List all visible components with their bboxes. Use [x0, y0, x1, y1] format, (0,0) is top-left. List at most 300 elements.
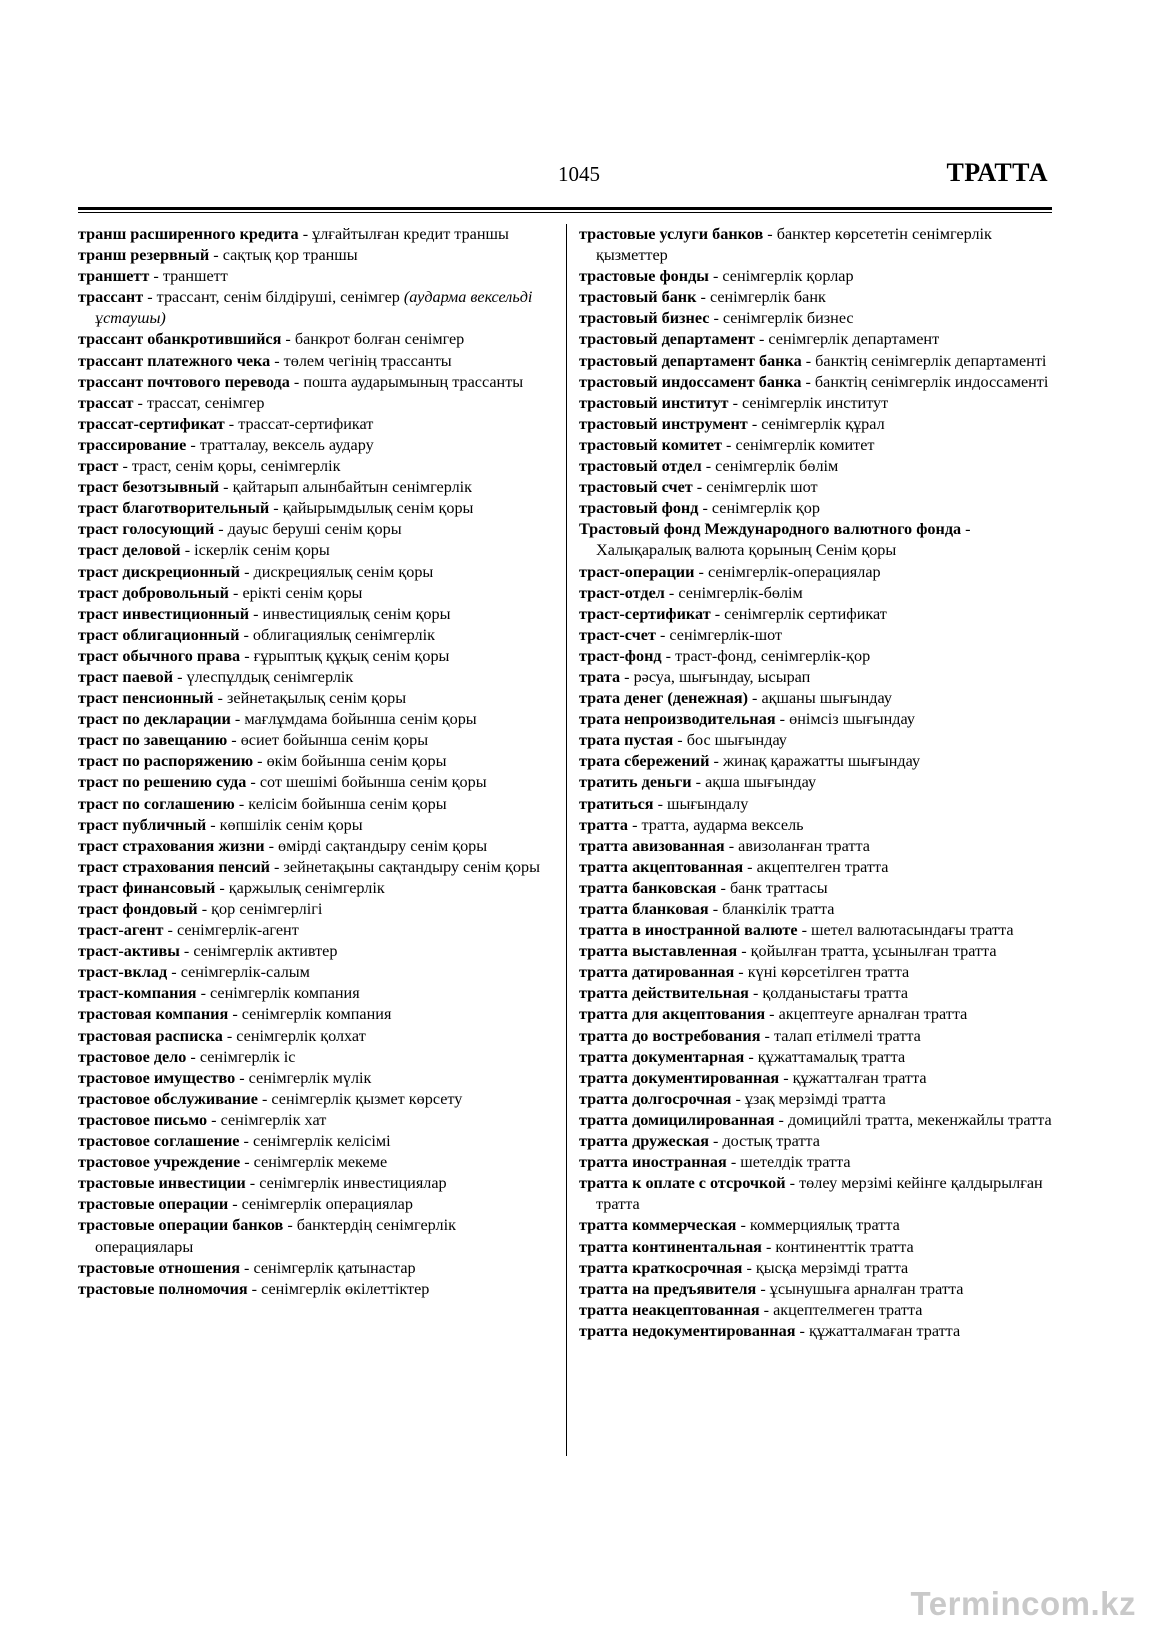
dictionary-entry: трастовые фонды - сенімгерлік қорлар: [579, 267, 854, 286]
entry-definition: талап етілмелі тратта: [773, 1026, 921, 1045]
dictionary-entry: траст фондовый - қор сенімгерлігі: [78, 900, 323, 918]
dictionary-entry: трастовые операции - сенімгерлік операциялар: [78, 1195, 413, 1214]
entry-term: траст-счет: [579, 625, 656, 644]
entry-definition: ұлғайтылған кредит траншы: [312, 225, 509, 243]
entry-term: трастовые инвестиции: [78, 1174, 246, 1193]
dictionary-entry: трастовые отношения - сенімгерлік қатынастар: [78, 1258, 416, 1277]
entry-definition: ұзақ мерзімді тратта: [744, 1089, 886, 1108]
dictionary-entry: тратта бланковая - бланкілік тратта: [579, 900, 835, 918]
dictionary-entry: трастовая компания - сенімгерлік компания: [78, 1005, 392, 1024]
entry-term: трастовый бизнес: [579, 309, 710, 328]
entry-definition: қолданыстағы тратта: [762, 984, 909, 1003]
dictionary-entry: трастовый комитет - сенімгерлік комитет: [579, 435, 875, 454]
entry-term: тратта датированная: [579, 963, 735, 982]
entry-definition: қор сенімгерлігі: [211, 900, 323, 918]
entry-term: тратта долгосрочная: [579, 1089, 732, 1108]
running-head-word: ТРАТТА: [946, 158, 1048, 187]
entry-definition: дискрециялық сенім қоры: [253, 562, 434, 581]
entry-definition: сенімгерлік-агент: [176, 921, 299, 940]
entry-term: транш резервный: [78, 246, 210, 265]
dictionary-entry: трастовое учреждение - сенімгерлік мекеме: [78, 1153, 388, 1172]
entry-term: тратта: [579, 815, 629, 834]
dictionary-entry: траст-вклад - сенімгерлік-салым: [78, 963, 310, 982]
entry-definition: құжатталған тратта: [792, 1068, 927, 1087]
dictionary-entry: траст по распоряжению - өкім бойынша сенім қоры: [78, 752, 447, 771]
entry-definition: сенімгерлік қор: [711, 499, 820, 518]
dictionary-entry: трастовый бизнес - сенімгерлік бизнес: [579, 309, 854, 328]
entry-definition: сенімгерлік өкілеттіктер: [261, 1279, 430, 1298]
entry-term: транш расширенного кредита: [78, 225, 299, 243]
dictionary-entry: тратта краткосрочная - қысқа мерзімді тратта: [579, 1258, 909, 1277]
dictionary-entry: тратта континентальная - континенттік тратта: [579, 1237, 914, 1256]
entry-term: траст фондовый: [78, 900, 198, 918]
entry-definition: сенімгерлік қолхат: [236, 1026, 366, 1045]
entry-definition: шетел валютасындағы тратта: [811, 921, 1014, 940]
entry-definition: пошта аударымының трассанты: [303, 372, 524, 391]
entry-definition: сенімгерлік келісімі: [252, 1132, 391, 1151]
entry-definition: траст-фонд, сенімгерлік-қор: [675, 646, 871, 665]
dictionary-entry: траст деловой - іскерлік сенім қоры: [78, 541, 330, 560]
dictionary-entry: траст-счет - сенімгерлік-шот: [579, 625, 783, 644]
entry-term: траст-вклад: [78, 963, 168, 982]
dictionary-entry: трастовый отдел - сенімгерлік бөлім: [579, 457, 839, 476]
entry-definition: Халықаралық валюта қорының Сенім қоры: [596, 541, 897, 560]
entry-definition: банктер көрсететін сенімгерлік қызметтер: [596, 225, 992, 265]
entry-term: трастовые услуги банков: [579, 225, 764, 243]
entry-definition: инвестициялық сенім қоры: [262, 604, 451, 623]
entry-term: тратта для акцептования: [579, 1005, 766, 1024]
dictionary-entry: транш резервный - сақтық қор траншы: [78, 246, 358, 265]
entry-definition: келісім бойынша сенім қоры: [248, 794, 447, 813]
entry-term: траст пенсионный: [78, 689, 214, 708]
entry-term: траст инвестиционный: [78, 604, 250, 623]
dictionary-entry: траст добровольный - ерікті сенім қоры: [78, 583, 363, 602]
dictionary-entry: тратта выставленная - қойылған тратта, ұсынылған тратта: [579, 942, 997, 961]
entry-term: траст по решению суда: [78, 773, 247, 792]
entry-term: тратта краткосрочная: [579, 1258, 743, 1277]
entry-definition: өмірді сақтандыру сенім қоры: [278, 836, 488, 855]
entry-definition: трассат-сертификат: [238, 414, 374, 433]
entry-term: траст по соглашению: [78, 794, 235, 813]
entry-definition: банктің сенімгерлік департаменті: [815, 351, 1047, 370]
dictionary-entry: трата - рәсуа, шығындау, ысырап: [579, 667, 811, 686]
entry-term: трастовые операции банков: [78, 1216, 284, 1235]
dictionary-entry: трастовые операции банков - банктердің сенімгерлік операциялары: [78, 1216, 456, 1256]
entry-term: трата пустая: [579, 731, 674, 750]
entry-term: траст благотворительный: [78, 499, 270, 518]
entry-term: тратта неакцептованная: [579, 1300, 760, 1319]
entry-term: трастовый индоссамент банка: [579, 372, 802, 391]
entry-term: траст-компания: [78, 984, 197, 1003]
dictionary-entry: трастовый фонд - сенімгерлік қор: [579, 499, 820, 518]
entry-definition: үлеспұлдық сенімгерлік: [186, 667, 354, 686]
dictionary-entry: тратта дружеская - достық тратта: [579, 1132, 820, 1151]
header-rule-thin: [78, 212, 1052, 213]
entry-definition: траншетт: [162, 267, 228, 286]
dictionary-entry: траст облигационный - облигациялық сенімгерлік: [78, 625, 435, 644]
dictionary-entry: трастовое обслуживание - сенімгерлік қызмет көрсету: [78, 1089, 463, 1108]
dictionary-entry: тратта иностранная - шетелдік тратта: [579, 1153, 851, 1172]
entry-definition: домицийлі тратта, мекенжайлы тратта: [787, 1110, 1052, 1129]
entry-definition: сенімгерлік-шот: [669, 625, 783, 644]
entry-term: трастовые операции: [78, 1195, 229, 1214]
entry-term: тратта бланковая: [579, 900, 709, 918]
entry-definition: сенімгерлік-операциялар: [707, 562, 881, 581]
entry-definition: дауыс беруші сенім қоры: [227, 520, 402, 539]
entry-definition: жинақ қаражатты шығындау: [722, 752, 921, 771]
dictionary-entry: траст страхования пенсий - зейнетақыны сақтандыру сенім қоры: [78, 857, 540, 876]
entry-definition: қаржылық сенімгерлік: [228, 878, 385, 897]
dictionary-entry: трастовое имущество - сенімгерлік мүлік: [78, 1068, 372, 1087]
entry-term: тратта банковская: [579, 878, 717, 897]
entry-definition: тратталау, вексель аудару: [199, 435, 374, 454]
entry-term: траст страхования жизни: [78, 836, 265, 855]
dictionary-entry: тратта домицилированная - домицийлі тратта, мекенжайлы тратта: [579, 1110, 1052, 1129]
entry-definition: сенімгерлік сертификат: [724, 604, 887, 623]
entry-definition: авизоланған тратта: [738, 836, 870, 855]
dictionary-entry: тратта для акцептования - акцептеуге арналған тратта: [579, 1005, 968, 1024]
entry-term: трассирование: [78, 435, 187, 454]
dictionary-entry: тратта документированная - құжатталған тратта: [579, 1068, 927, 1087]
entry-definition: сенімгерлік бөлім: [715, 457, 839, 476]
dictionary-entry: траст по соглашению - келісім бойынша сенім қоры: [78, 794, 447, 813]
entry-term: траст дискреционный: [78, 562, 241, 581]
entry-definition: сот шешімі бойынша сенім қоры: [259, 773, 487, 792]
dictionary-entry: траст публичный - көпшілік сенім қоры: [78, 815, 363, 834]
dictionary-entry: трассант платежного чека - төлем чегінің трассанты: [78, 351, 452, 370]
dictionary-entry: трастовая расписка - сенімгерлік қолхат: [78, 1026, 366, 1045]
entry-definition: бланкілік тратта: [722, 900, 835, 918]
entry-term: траст-агент: [78, 921, 164, 940]
entry-definition: сенімгерлік іс: [199, 1047, 296, 1066]
entry-term: тратта домицилированная: [579, 1110, 775, 1129]
entry-definition: достық тратта: [722, 1132, 820, 1151]
entry-term: траст-фонд: [579, 646, 662, 665]
entry-definition: облигациялық сенімгерлік: [252, 625, 435, 644]
entry-term: тратта иностранная: [579, 1153, 727, 1172]
entry-term: трастовые полномочия: [78, 1279, 248, 1298]
entry-term: трастовый счет: [579, 478, 693, 497]
entry-note: (аударма вексельді ұстаушы): [95, 288, 533, 328]
entry-definition: зейнетақыны сақтандыру сенім қоры: [283, 857, 540, 876]
dictionary-entry: тратта акцептованная - акцептелген тратта: [579, 857, 889, 876]
entry-term: трата денег (денежная): [579, 689, 748, 708]
dictionary-entry: траст пенсионный - зейнетақылық сенім қоры: [78, 689, 407, 708]
entry-definition: сенімгерлік институт: [742, 393, 889, 412]
dictionary-entry: траст-операции - сенімгерлік-операциялар: [579, 562, 881, 581]
entry-definition: траст, сенім қоры, сенімгерлік: [131, 457, 341, 476]
dictionary-entry: траст-компания - сенімгерлік компания: [78, 984, 360, 1003]
entry-term: трастовая расписка: [78, 1026, 223, 1045]
dictionary-entry: трата денег (денежная) - ақшаны шығындау: [579, 689, 892, 708]
entry-term: Трастовый фонд Международного валютного фонда: [579, 520, 962, 539]
entry-definition: сенімгерлік қатынастар: [253, 1258, 416, 1277]
entry-term: трастовое дело: [78, 1047, 187, 1066]
entry-term: тратта дружеская: [579, 1132, 709, 1151]
entry-term: трастовый институт: [579, 393, 729, 412]
dictionary-entry: тратта коммерческая - коммерциялық тратта: [579, 1216, 900, 1235]
entry-definition: төлем чегінің трассанты: [283, 351, 452, 370]
entry-definition: көпшілік сенім қоры: [219, 815, 363, 834]
entry-term: траст-операции: [579, 562, 695, 581]
entry-term: тратта выставленная: [579, 942, 738, 961]
right-entry-column: [579, 224, 1054, 1342]
entry-definition: құжаттамалық тратта: [757, 1047, 906, 1066]
entry-term: трата непроизводительная: [579, 710, 776, 729]
entry-definition: сақтық қор траншы: [222, 246, 358, 265]
entry-definition: шетелдік тратта: [740, 1153, 851, 1172]
dictionary-entry: траст паевой - үлеспұлдық сенімгерлік: [78, 667, 354, 686]
dictionary-entry: трастовый банк - сенімгерлік банк: [579, 288, 826, 307]
dictionary-entry: траст-отдел - сенімгерлік-бөлім: [579, 583, 803, 602]
entry-term: трастовое письмо: [78, 1110, 208, 1129]
entry-definition: қайырымдылық сенім қоры: [282, 499, 474, 518]
dictionary-entry: трастовые услуги банков - банктер көрсететін сенімгерлік қызметтер: [579, 225, 992, 265]
entry-term: тратта до востребования: [579, 1026, 761, 1045]
entry-definition: мағлұмдама бойынша сенім қоры: [244, 710, 477, 729]
entry-term: трассант почтового перевода: [78, 372, 290, 391]
entry-definition: қойылған тратта, ұсынылған тратта: [750, 942, 997, 961]
entry-term: траст страхования пенсий: [78, 857, 270, 876]
dictionary-entry: тратта недокументированная - құжатталмаған тратта: [579, 1321, 961, 1340]
entry-definition: сенімгерлік мекеме: [253, 1153, 388, 1172]
dictionary-entry: трата пустая - бос шығындау: [579, 731, 787, 750]
entry-definition: қысқа мерзімді тратта: [755, 1258, 909, 1277]
entry-definition: сенімгерлік комитет: [735, 435, 875, 454]
dictionary-entry: тратта действительная - қолданыстағы тратта: [579, 984, 909, 1003]
entry-term: трастовый комитет: [579, 435, 722, 454]
entry-definition: шығындалу: [667, 794, 749, 813]
dictionary-entry: траст-агент - сенімгерлік-агент: [78, 921, 299, 940]
entry-term: трастовые отношения: [78, 1258, 240, 1277]
entry-definition: сенімгерлік операциялар: [241, 1195, 413, 1214]
entry-definition: сенімгерлік инвестициялар: [259, 1174, 447, 1193]
entry-term: трастовый фонд: [579, 499, 699, 518]
dictionary-entry: трассант почтового перевода - пошта аударымының трассанты: [78, 372, 524, 391]
entry-definition: континенттік тратта: [775, 1237, 914, 1256]
dictionary-entry: тратта в иностранной валюте - шетел валютасындағы тратта: [579, 921, 1014, 940]
dictionary-entry: трассант обанкротившийся - банкрот болған сенімгер: [78, 330, 465, 349]
dictionary-entry: трастовые инвестиции - сенімгерлік инвестициялар: [78, 1174, 447, 1193]
dictionary-entry: трастовый индоссамент банка - банктің сенімгерлік индоссаменті: [579, 372, 1049, 391]
entry-term: трата сбережений: [579, 752, 710, 771]
entry-definition: өнімсіз шығындау: [789, 710, 915, 729]
dictionary-entry: трассант - трассант, сенім білдіруші, сенімгер (аударма вексельді ұстаушы): [78, 288, 533, 328]
dictionary-entry: траст-активы - сенімгерлік активтер: [78, 942, 338, 961]
entry-term: траст обычного права: [78, 646, 241, 665]
entry-term: траст-сертификат: [579, 604, 711, 623]
entry-definition: сенімгерлік қызмет көрсету: [271, 1089, 463, 1108]
dictionary-entry: траст по завещанию - өсиет бойынша сенім қоры: [78, 731, 429, 750]
entry-term: траст деловой: [78, 541, 181, 560]
entry-definition: банкрот болған сенімгер: [294, 330, 465, 349]
dictionary-entry: тратта документарная - құжаттамалық тратта: [579, 1047, 906, 1066]
entry-definition: зейнетақылық сенім қоры: [226, 689, 407, 708]
dictionary-entry: траст по декларации - мағлұмдама бойынша сенім қоры: [78, 710, 477, 729]
dictionary-entry: траст инвестиционный - инвестициялық сенім қоры: [78, 604, 451, 623]
entry-term: тратта акцептованная: [579, 857, 744, 876]
left-entry-column: [78, 224, 544, 1300]
dictionary-entry: траст-фонд - траст-фонд, сенімгерлік-қор: [579, 646, 871, 665]
dictionary-entry: тратиться - шығындалу: [579, 794, 749, 813]
entry-term: тратта континентальная: [579, 1237, 762, 1256]
entry-definition: өсиет бойынша сенім қоры: [240, 731, 429, 750]
entry-term: траст по распоряжению: [78, 752, 254, 771]
dictionary-entry: трастовый департамент банка - банктің сенімгерлік департаменті: [579, 351, 1047, 370]
dictionary-entry: тратить деньги - ақша шығындау: [579, 773, 817, 792]
entry-term: трастовые фонды: [579, 267, 709, 286]
entry-term: трассант платежного чека: [78, 351, 271, 370]
entry-definition: банктердің сенімгерлік операциялары: [95, 1216, 456, 1256]
dictionary-entry: траншетт - траншетт: [78, 267, 228, 286]
entry-definition: сенімгерлік компания: [210, 984, 360, 1003]
entry-term: трастовый отдел: [579, 457, 702, 476]
entry-term: тратта документированная: [579, 1068, 780, 1087]
dictionary-entry: траст - траст, сенім қоры, сенімгерлік: [78, 457, 341, 476]
entry-definition: сенімгерлік бизнес: [722, 309, 854, 328]
entry-term: трастовая компания: [78, 1005, 229, 1024]
entry-definition: трассант, сенім білдіруші, сенімгер: [156, 288, 400, 307]
entry-definition: трассат, сенімгер: [146, 393, 265, 412]
entry-term: трассат-сертификат: [78, 414, 225, 433]
entry-term: тратта недокументированная: [579, 1321, 796, 1340]
entry-definition: қайтарып алынбайтын сенімгерлік: [232, 478, 473, 497]
entry-term: трастовый инструмент: [579, 414, 748, 433]
entry-term: трастовое учреждение: [78, 1153, 241, 1172]
column-divider: [566, 224, 567, 1456]
entry-term: траст добровольный: [78, 583, 229, 602]
entry-term: трастовый департамент банка: [579, 351, 802, 370]
dictionary-entry: трастовый инструмент - сенімгерлік құрал: [579, 414, 885, 433]
entry-definition: рәсуа, шығындау, ысырап: [633, 667, 811, 686]
entry-term: траст паевой: [78, 667, 174, 686]
dictionary-entry: трастовое соглашение - сенімгерлік келісімі: [78, 1132, 391, 1151]
dictionary-entry: тратта до востребования - талап етілмелі тратта: [579, 1026, 921, 1045]
entry-term: траст: [78, 457, 119, 476]
entry-definition: іскерлік сенім қоры: [194, 541, 330, 560]
entry-term: тратиться: [579, 794, 654, 813]
entry-definition: акцептеуге арналған тратта: [778, 1005, 968, 1024]
dictionary-entry: тратта датированная - күні көрсетілген тратта: [579, 963, 910, 982]
entry-term: тратта документарная: [579, 1047, 745, 1066]
entry-term: тратить деньги: [579, 773, 692, 792]
entry-term: тратта коммерческая: [579, 1216, 737, 1235]
entry-definition: банк траттасы: [729, 878, 828, 897]
entry-term: трассант обанкротившийся: [78, 330, 282, 349]
entry-term: трастовый департамент: [579, 330, 755, 349]
entry-definition: сенімгерлік құрал: [761, 414, 885, 433]
dictionary-entry: тратта к оплате с отсрочкой - төлеу мерзімі кейінге қалдырылған тратта: [579, 1174, 1043, 1214]
dictionary-entry: траст безотзывный - қайтарып алынбайтын сенімгерлік: [78, 478, 473, 497]
entry-term: трассат: [78, 393, 134, 412]
entry-definition: коммерциялық тратта: [749, 1216, 900, 1235]
dictionary-entry: трастовое письмо - сенімгерлік хат: [78, 1110, 327, 1129]
entry-term: траст облигационный: [78, 625, 240, 644]
dictionary-entry: трастовый счет - сенімгерлік шот: [579, 478, 818, 497]
entry-term: трастовое соглашение: [78, 1132, 240, 1151]
entry-term: траст публичный: [78, 815, 207, 834]
entry-term: тратта на предъявителя: [579, 1279, 757, 1298]
entry-definition: ұсынушыға арналған тратта: [769, 1279, 964, 1298]
entry-term: трастовый банк: [579, 288, 697, 307]
entry-term: тратта в иностранной валюте: [579, 921, 798, 940]
dictionary-entry: траст-сертификат - сенімгерлік сертификат: [579, 604, 887, 623]
dictionary-entry: трастовый департамент - сенімгерлік департамент: [579, 330, 940, 349]
dictionary-entry: траст голосующий - дауыс беруші сенім қоры: [78, 520, 402, 539]
dictionary-entry: трассат - трассат, сенімгер: [78, 393, 265, 412]
entry-definition: ақша шығындау: [705, 773, 817, 792]
entry-term: траст голосующий: [78, 520, 215, 539]
entry-definition: акцептелмеген тратта: [773, 1300, 923, 1319]
dictionary-entry: трассат-сертификат - трассат-сертификат: [78, 414, 374, 433]
entry-definition: құжатталмаған тратта: [808, 1321, 961, 1340]
entry-term: траншетт: [78, 267, 150, 286]
entry-term: тратта к оплате с отсрочкой: [579, 1174, 786, 1193]
header-rule-thick: [78, 207, 1052, 210]
dictionary-entry: траст по решению суда - сот шешімі бойынша сенім қоры: [78, 773, 487, 792]
entry-term: трастовое обслуживание: [78, 1089, 258, 1108]
dictionary-entry: трастовый институт - сенімгерлік институт: [579, 393, 889, 412]
entry-definition: бос шығындау: [686, 731, 787, 750]
page-number: 1045: [558, 162, 600, 186]
entry-term: траст финансовый: [78, 878, 216, 897]
entry-term: трата: [579, 667, 621, 686]
dictionary-entry: трата сбережений - жинақ қаражатты шығындау: [579, 752, 921, 771]
entry-term: траст безотзывный: [78, 478, 220, 497]
entry-term: траст-активы: [78, 942, 180, 961]
entry-definition: сенімгерлік компания: [241, 1005, 392, 1024]
dictionary-entry: тратта банковская - банк траттасы: [579, 878, 828, 897]
entry-term: трассант: [78, 288, 144, 307]
entry-term: трастовое имущество: [78, 1068, 236, 1087]
dictionary-entry: трата непроизводительная - өнімсіз шығындау: [579, 710, 915, 729]
dictionary-entry: транш расширенного кредита - ұлғайтылған кредит траншы: [78, 225, 509, 243]
dictionary-entry: траст благотворительный - қайырымдылық сенім қоры: [78, 499, 474, 518]
entry-definition: сенімгерлік активтер: [193, 942, 338, 961]
dictionary-entry: траст обычного права - ғұрыптық құқық сенім қоры: [78, 646, 450, 665]
dictionary-entry: тратта - тратта, аударма вексель: [579, 815, 804, 834]
entry-definition: сенімгерлік хат: [220, 1110, 327, 1129]
entry-term: траст по завещанию: [78, 731, 228, 750]
entry-definition: сенімгерлік департамент: [768, 330, 940, 349]
entry-term: тратта действительная: [579, 984, 749, 1003]
dictionary-entry: трастовые полномочия - сенімгерлік өкілеттіктер: [78, 1279, 430, 1298]
dictionary-entry: тратта на предъявителя - ұсынушыға арналған тратта: [579, 1279, 964, 1298]
termincom-watermark: Termincom.kz: [910, 1585, 1136, 1622]
entry-definition: өкім бойынша сенім қоры: [266, 752, 447, 771]
entry-definition: сенімгерлік-бөлім: [678, 583, 803, 602]
entry-definition: сенімгерлік қорлар: [722, 267, 854, 286]
entry-definition: күні көрсетілген тратта: [747, 963, 910, 982]
dictionary-entry: трастовое дело - сенімгерлік іс: [78, 1047, 296, 1066]
entry-definition: банктің сенімгерлік индоссаменті: [814, 372, 1049, 391]
entry-definition: акцептелген тратта: [756, 857, 889, 876]
entry-definition: сенімгерлік мүлік: [248, 1068, 372, 1087]
dictionary-entry: тратта неакцептованная - акцептелмеген тратта: [579, 1300, 923, 1319]
dictionary-entry: Трастовый фонд Международного валютного фонда - Халықаралық валюта қорының Сенім қоры: [579, 520, 971, 560]
entry-term: траст-отдел: [579, 583, 665, 602]
entry-definition: төлеу мерзімі кейінге қалдырылған тратта: [596, 1174, 1043, 1214]
entry-definition: тратта, аударма вексель: [641, 815, 804, 834]
dictionary-entry: траст страхования жизни - өмірді сақтандыру сенім қоры: [78, 836, 488, 855]
dictionary-entry: траст финансовый - қаржылық сенімгерлік: [78, 878, 385, 897]
entry-definition: сенімгерлік шот: [706, 478, 818, 497]
entry-definition: ғұрыптық құқық сенім қоры: [253, 646, 450, 665]
entry-term: траст по декларации: [78, 710, 231, 729]
dictionary-entry: тратта долгосрочная - ұзақ мерзімді тратта: [579, 1089, 886, 1108]
entry-definition: сенімгерлік-салым: [180, 963, 310, 982]
entry-definition: ерікті сенім қоры: [242, 583, 363, 602]
